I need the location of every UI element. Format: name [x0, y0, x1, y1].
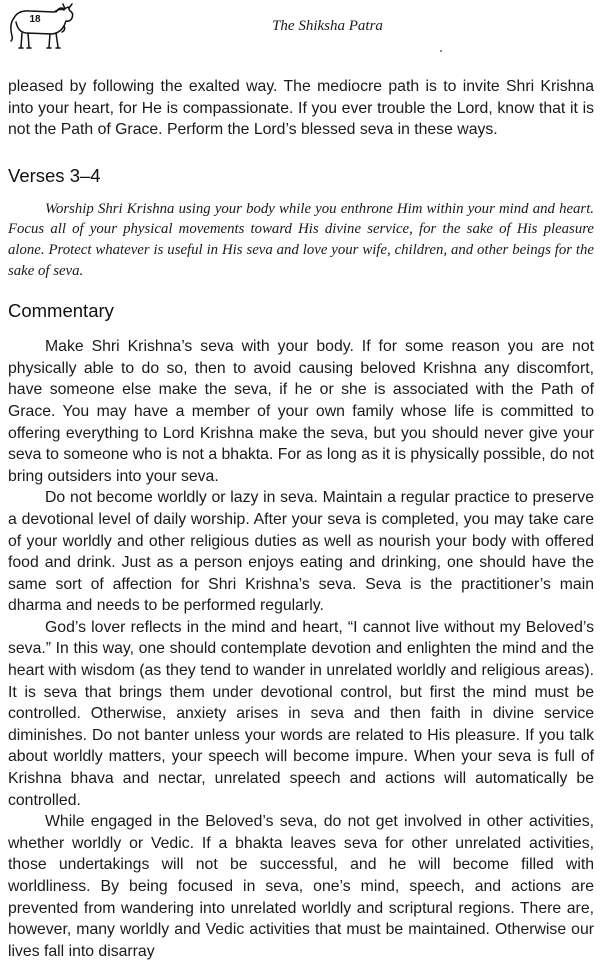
- page-body: [8, 76, 594, 962]
- commentary-paragraph: Do not become worldly or lazy in seva. Maintain a regular practice to preserve a devotional level of daily worship. After your seva is completed, you may take care of your worldly and other religious duties as well as nourish your body with offered food and drink. Just as a person enjoys eating and drinking, one should have the same sort of affection for Shri Krishna’s seva. Seva is the practitioner’s main dharma and needs to be performed regularly.: [8, 489, 594, 615]
- running-title: The Shiksha Patra: [272, 18, 383, 34]
- page-header: [0, 0, 600, 64]
- verses-heading: Verses 3–4: [8, 164, 101, 186]
- commentary-heading: Commentary: [8, 300, 114, 322]
- verse-text: Worship Shri Krishna using your body while you enthrone Him within your mind and heart. Focus all of your physical movements toward His divine service, for the sake of His pleasure alone. Protect whatever is useful in His seva and love your wife, children, and other beings for the sake of seva.: [8, 200, 594, 279]
- commentary-paragraph: While engaged in the Beloved’s seva, do not get involved in other activities, whether worldly or Vedic. If a bhakta leaves seva for other unrelated activities, those undertakings will not be successful, and he will become filled with worldliness. By being focused in seva, one’s mind, speech, and actions are prevented from wandering into unrelated worldly and scriptural regions. There are, however, many worldly and Vedic activities that must be maintained. Otherwise our lives fall into disarray: [8, 813, 594, 960]
- page-number: 18: [29, 14, 41, 25]
- divider-dot: [440, 50, 442, 52]
- commentary-paragraph: God’s lover reflects in the mind and heart, “I cannot live without my Beloved’s seva.” In this way, one should contemplate devotion and enlighten the mind and the heart with wisdom (as they tend to wander in unrelated worldly and religious areas). It is seva that brings them under devotional control, but first the mind must be controlled. Otherwise, anxiety arises in seva and then faith in divine service diminishes. Do not banter unless your words are related to His pleasure. If you talk about worldly matters, your speech will become impure. When your seva is full of Krishna bhava and nectar, unrelated speech and actions will automatically be controlled.: [8, 618, 594, 809]
- opening-paragraph: pleased by following the exalted way. The mediocre path is to invite Shri Krishna into your heart, for He is compassionate. If you ever trouble the Lord, know that it is not the Path of Grace. Perform the Lord’s blessed seva in these ways.: [8, 78, 594, 139]
- commentary-paragraph: Make Shri Krishna’s seva with your body. If for some reason you are not physically able to do so, then to avoid causing beloved Krishna any discomfort, have someone else make the seva, if he or she is associated with the Path of Grace. You may have a member of your own family whose life is committed to offering everything to Lord Krishna make the seva, but you should never give your seva to someone who is not a bhakta. For as long as it is physically possible, do not bring outsiders into your seva.: [8, 338, 594, 485]
